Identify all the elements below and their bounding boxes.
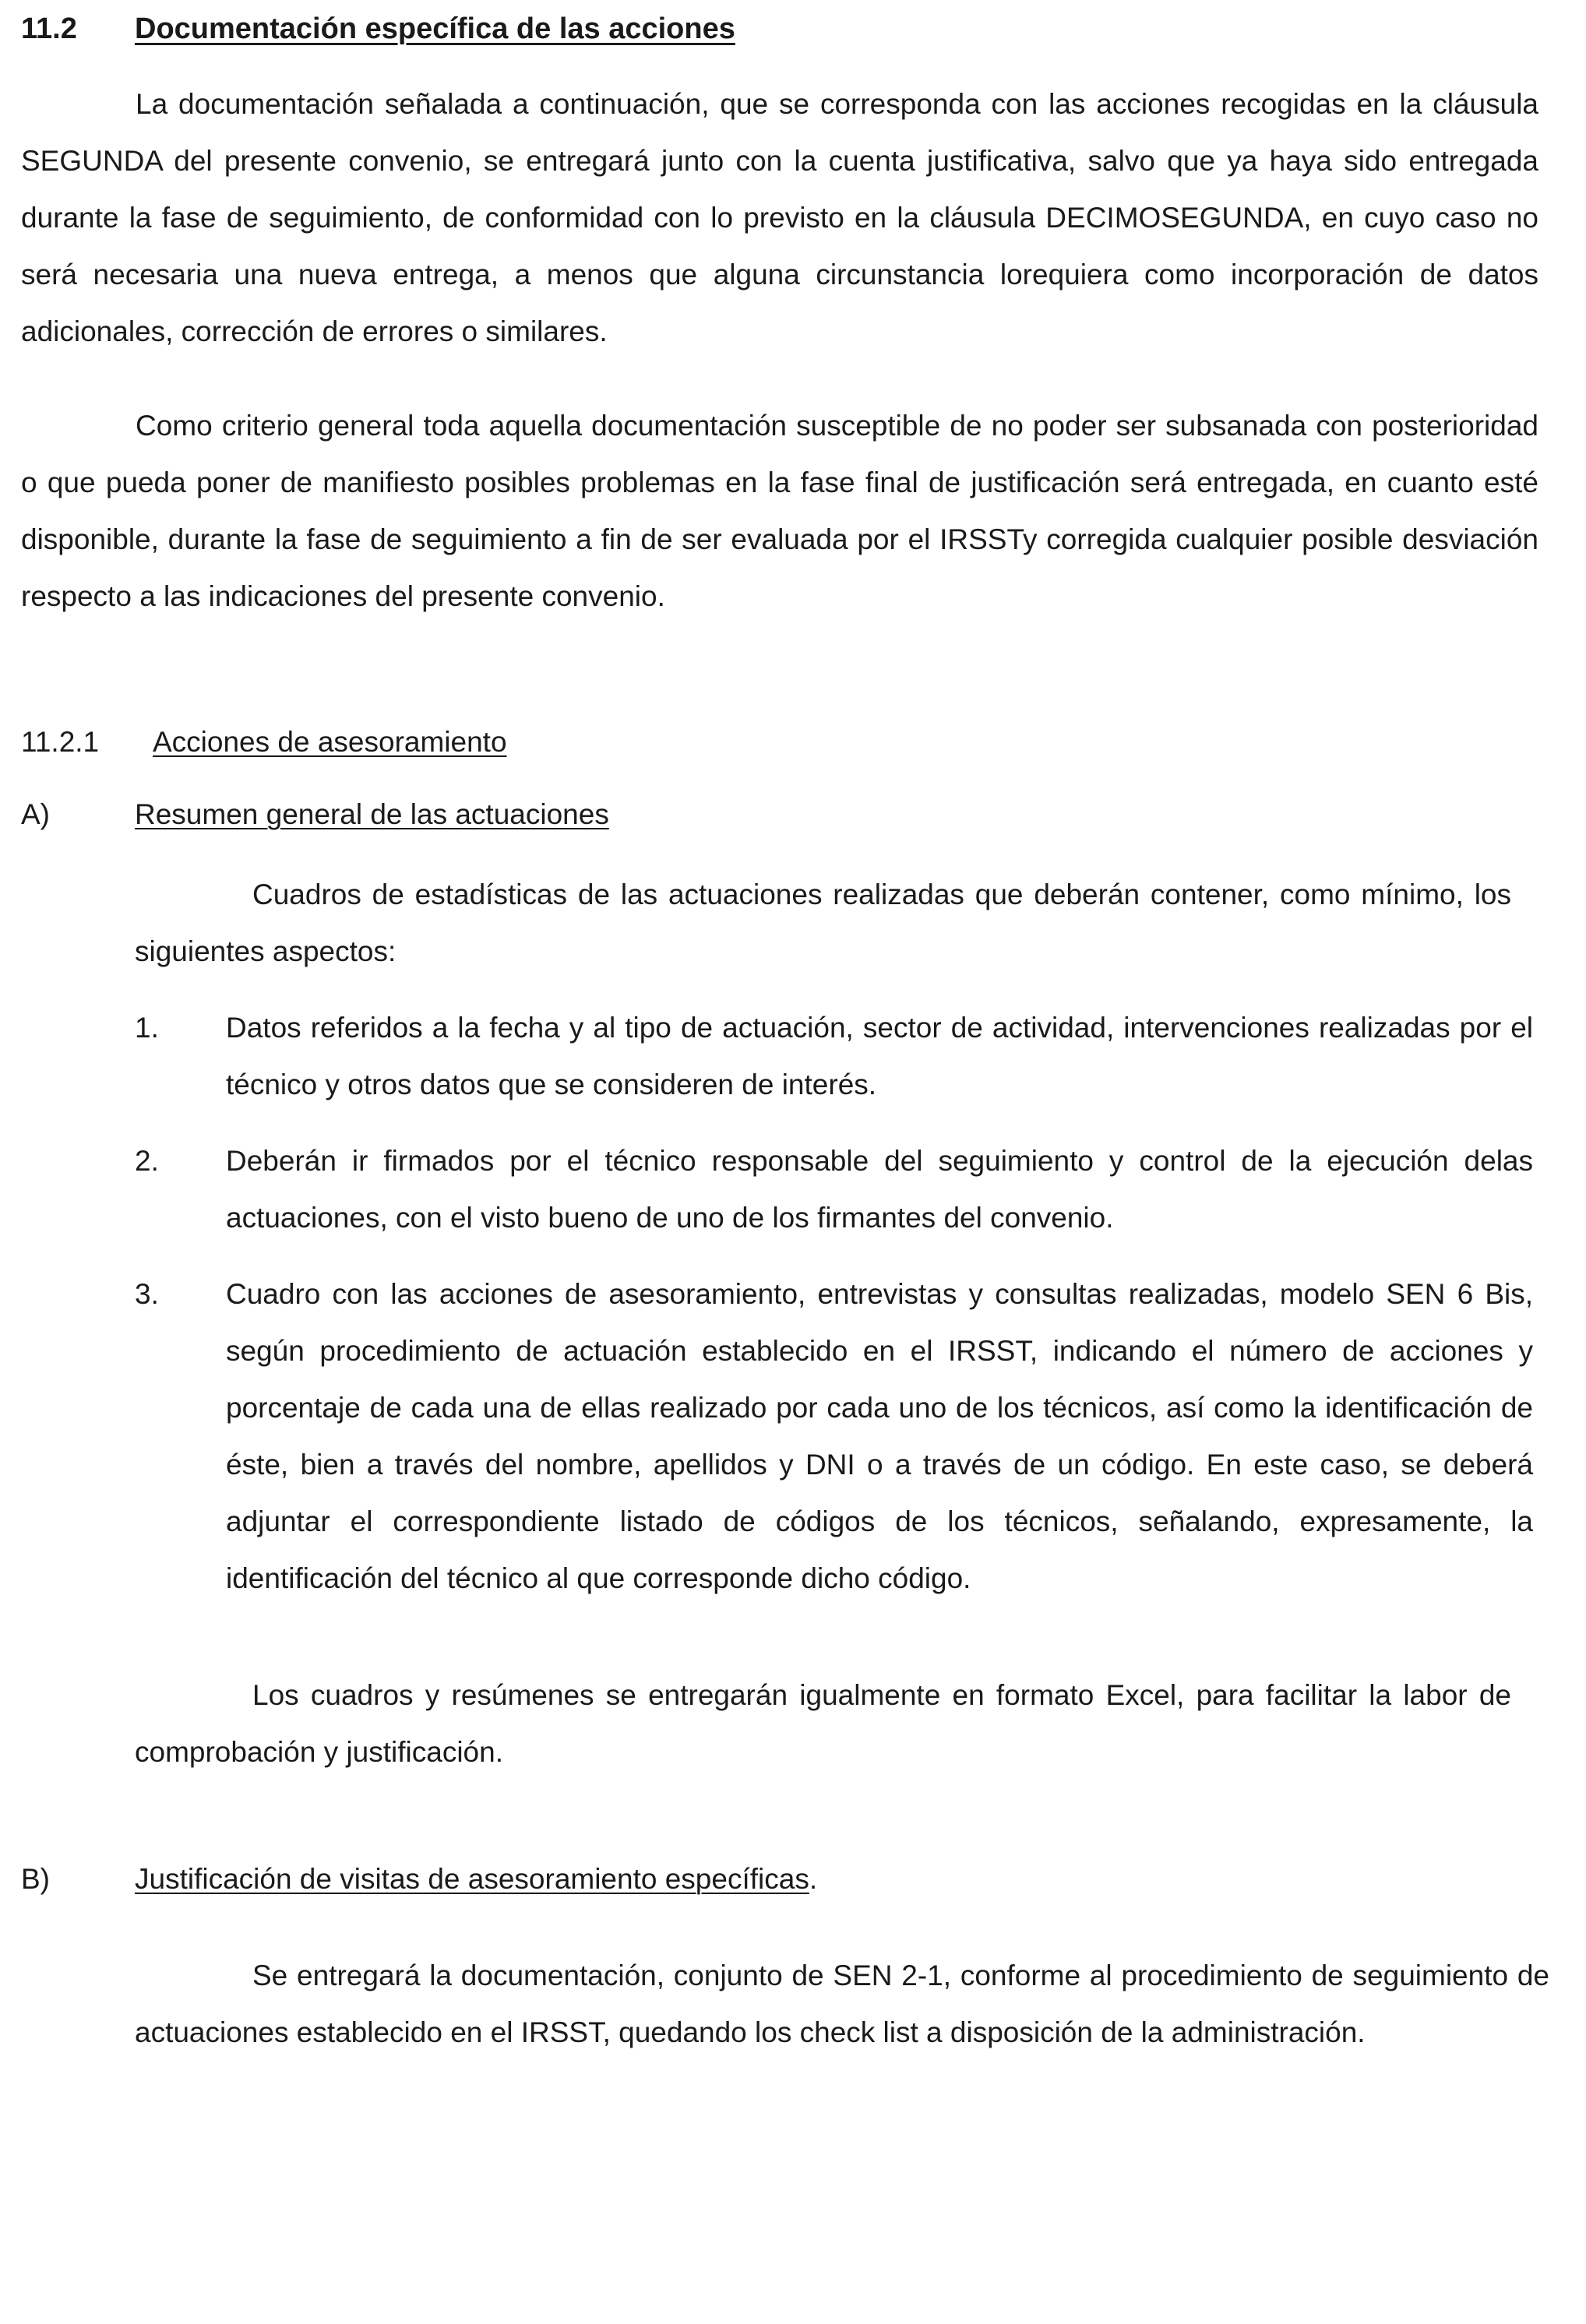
part-b-heading xyxy=(135,1861,817,1897)
section-paragraph-2: Como criterio general toda aquella documentación susceptible de no poder ser subsanada con posterioridad o que pueda poner de manifiesto posibles problemas en la fase final de justificación será entregada, en cuanto esté disponible, durante la fase de seguimiento a fin de ser evaluada por el IRSSTy corregida cualquier posible desviación respecto a las indicaciones del presente convenio. xyxy=(21,410,1538,612)
list-item-text: Cuadro con las acciones de asesoramiento, entrevistas y consultas realizadas, modelo SEN 6 Bis, según procedimiento de actuación establecido en el IRSST, indicando el número de acciones y porcentaje de cada una de ellas realizado por cada uno de los técnicos, así como la identificación de éste, bien a través del nombre, apellidos y DNI o a través de un código. En este caso, se deberá adjuntar el correspondiente listado de códigos de los técnicos, señalando, expresamente, la identificación del técnico al que corresponde dicho código. xyxy=(226,1278,1533,1594)
list-item-text: Deberán ir firmados por el técnico responsable del seguimiento y control de la ejecución delas actuaciones, con el visto bueno de uno de los firmantes del convenio. xyxy=(226,1145,1533,1234)
part-b-title-suffix: . xyxy=(809,1863,818,1895)
part-a-intro: Cuadros de estadísticas de las actuaciones realizadas que deberán contener, como mínimo, los siguientes aspectos: xyxy=(135,879,1511,967)
section-paragraph-1: La documentación señalada a continuación, que se corresponda con las acciones recogidas en la cláusula SEGUNDA del presente convenio, se entregará junto con la cuenta justificativa, salvo que ya haya sido entregada durante la fase de seguimiento, de conformidad con lo previsto en la cláusula DECIMOSEGUNDA, en cuyo caso no será necesaria una nueva entrega, a menos que alguna circunstancia lorequiera como incorporación de datos adicionales, corrección de errores o similares. xyxy=(21,88,1538,347)
section-title: Documentación específica de las acciones xyxy=(135,12,735,45)
part-b-title: Justificación de visitas de asesoramiento específicas xyxy=(135,1863,809,1895)
subsection-number: 11.2.1 xyxy=(21,726,100,758)
subsection-title: Acciones de asesoramiento xyxy=(153,726,507,758)
list-item-number: 3. xyxy=(135,1278,159,1310)
part-a-title: Resumen general de las actuaciones xyxy=(135,798,609,830)
part-a-letter: A) xyxy=(21,798,50,830)
list-item-text: Datos referidos a la fecha y al tipo de actuación, sector de actividad, intervenciones realizadas por el técnico y otros datos que se consideren de interés. xyxy=(226,1012,1533,1100)
part-a-closing: Los cuadros y resúmenes se entregarán igualmente en formato Excel, para facilitar la labor de comprobación y justificación. xyxy=(135,1679,1511,1768)
section-number: 11.2 xyxy=(21,12,77,45)
part-b-letter: B) xyxy=(21,1863,50,1895)
list-item-number: 1. xyxy=(135,1012,159,1044)
list-item-number: 2. xyxy=(135,1145,159,1177)
part-b-text: Se entregará la documentación, conjunto de SEN 2-1, conforme al procedimiento de seguimiento de actuaciones establecido en el IRSST, quedando los check list a disposición de la administración. xyxy=(135,1960,1549,2048)
